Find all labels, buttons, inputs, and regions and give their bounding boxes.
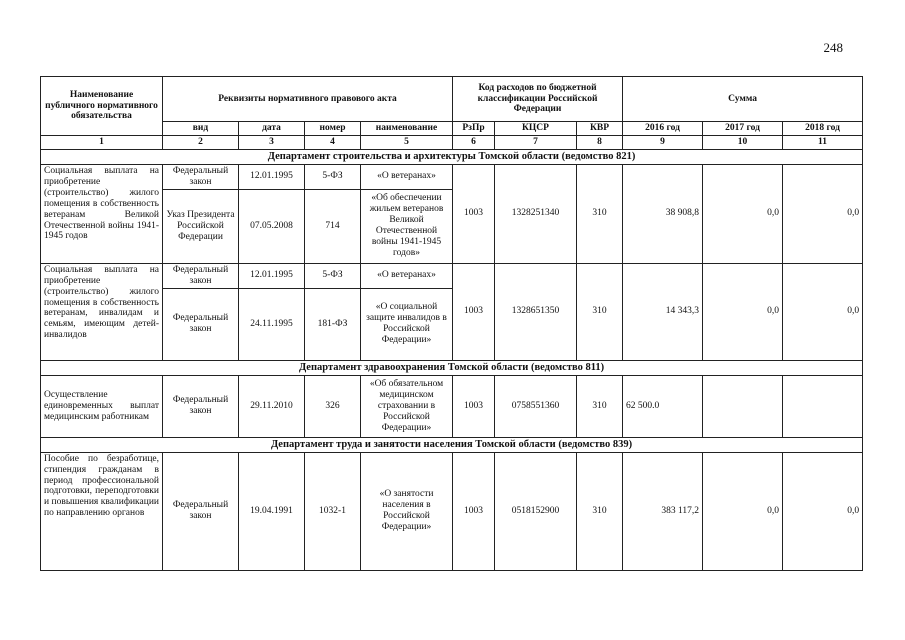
obligation-name: Осуществление единовременных выплат медицинским работникам: [41, 375, 163, 437]
rzpr-cell: 1003: [453, 375, 495, 437]
department-row: [41, 360, 863, 375]
act-number: 1032-1: [305, 452, 361, 570]
subheader-2018: 2018 год: [783, 122, 863, 136]
header-requisites: Реквизиты нормативного правового акта: [163, 77, 453, 122]
kcsr-cell: 1328651350: [495, 263, 577, 360]
column-number: 10: [703, 135, 783, 149]
department-row: [41, 149, 863, 164]
budget-table: [40, 76, 863, 571]
column-number: 4: [305, 135, 361, 149]
act-date: 19.04.1991: [239, 452, 305, 570]
department-title: Департамент труда и занятости населения Томской области (ведомство 839): [41, 437, 863, 452]
act-number: 714: [305, 189, 361, 263]
subheader-number: номер: [305, 122, 361, 136]
obligation-name: Социальная выплата на приобретение (строительство) жилого помещения в собственность ветеранам, инвалидам и семьям, имеющим детей-инвалидов: [41, 263, 163, 360]
header-budget-code: Код расходов по бюджетной классификации Российской Федерации: [453, 77, 623, 122]
rzpr-cell: 1003: [453, 164, 495, 263]
act-date: 24.11.1995: [239, 288, 305, 360]
subheader-title: наименование: [361, 122, 453, 136]
page-number: 248: [823, 40, 843, 55]
column-number: 2: [163, 135, 239, 149]
department-title: Департамент строительства и архитектуры Томской области (ведомство 821): [41, 149, 863, 164]
act-title: «О ветеранах»: [361, 164, 453, 189]
kcsr-cell: 1328251340: [495, 164, 577, 263]
act-title: «О занятости населения в Российской Федерации»: [361, 452, 453, 570]
subheader-kvr: КВР: [577, 122, 623, 136]
header-sum: Сумма: [623, 77, 863, 122]
obligation-name: Социальная выплата на приобретение (строительство) жилого помещения в собственность ветеранам Великой Отечественной войны 1941-1945 годов: [41, 164, 163, 263]
act-date: 12.01.1995: [239, 263, 305, 288]
kvr-cell: 310: [577, 263, 623, 360]
subheader-kcsr: КЦСР: [495, 122, 577, 136]
column-number: 6: [453, 135, 495, 149]
act-kind: Федеральный закон: [163, 452, 239, 570]
act-date: 12.01.1995: [239, 164, 305, 189]
act-date: 29.11.2010: [239, 375, 305, 437]
rzpr-cell: 1003: [453, 452, 495, 570]
act-kind: Указ Президента Российской Федерации: [163, 189, 239, 263]
column-number: 8: [577, 135, 623, 149]
table-row: [41, 452, 863, 570]
header-row: [41, 77, 863, 122]
act-kind: Федеральный закон: [163, 288, 239, 360]
act-title: «О ветеранах»: [361, 263, 453, 288]
sum-2016: 14 343,3: [623, 263, 703, 360]
kcsr-cell: 0758551360: [495, 375, 577, 437]
act-title: «О социальной защите инвалидов в Российской Федерации»: [361, 288, 453, 360]
sum-2016: 62 500.0: [623, 375, 703, 437]
subheader-2016: 2016 год: [623, 122, 703, 136]
act-date: 07.05.2008: [239, 189, 305, 263]
sum-2017: 0,0: [703, 263, 783, 360]
subheader-date: дата: [239, 122, 305, 136]
kvr-cell: 310: [577, 164, 623, 263]
table-row: [41, 164, 863, 189]
act-number: 181-ФЗ: [305, 288, 361, 360]
sum-2018: 0,0: [783, 164, 863, 263]
subheader-row: [41, 122, 863, 136]
rzpr-cell: 1003: [453, 263, 495, 360]
column-number: 9: [623, 135, 703, 149]
sum-2018: [783, 375, 863, 437]
kcsr-cell: 0518152900: [495, 452, 577, 570]
column-number: 7: [495, 135, 577, 149]
act-kind: Федеральный закон: [163, 164, 239, 189]
subheader-kind: вид: [163, 122, 239, 136]
subheader-rzpr: РзПр: [453, 122, 495, 136]
sum-2016: 38 908,8: [623, 164, 703, 263]
table-row: [41, 375, 863, 437]
act-kind: Федеральный закон: [163, 375, 239, 437]
column-number: 5: [361, 135, 453, 149]
department-title: Департамент здравоохранения Томской области (ведомство 811): [41, 360, 863, 375]
sum-2017: 0,0: [703, 452, 783, 570]
department-row: [41, 437, 863, 452]
column-number-row: [41, 135, 863, 149]
act-number: 5-ФЗ: [305, 164, 361, 189]
table-row: [41, 263, 863, 288]
subheader-2017: 2017 год: [703, 122, 783, 136]
act-number: 5-ФЗ: [305, 263, 361, 288]
column-number: 1: [41, 135, 163, 149]
act-number: 326: [305, 375, 361, 437]
header-obligation: Наименование публичного нормативного обязательства: [41, 77, 163, 136]
column-number: 11: [783, 135, 863, 149]
sum-2018: 0,0: [783, 263, 863, 360]
kvr-cell: 310: [577, 452, 623, 570]
column-number: 3: [239, 135, 305, 149]
act-kind: Федеральный закон: [163, 263, 239, 288]
kvr-cell: 310: [577, 375, 623, 437]
act-title: «Об обеспечении жильем ветеранов Великой Отечественной войны 1941-1945 годов»: [361, 189, 453, 263]
act-title: «Об обязательном медицинском страховании в Российской Федерации»: [361, 375, 453, 437]
obligation-name: Пособие по безработице, стипендия гражданам в период профессиональной подготовки, переподготовки и повышения квалификации по направлению органов: [41, 452, 163, 570]
sum-2018: 0,0: [783, 452, 863, 570]
sum-2017: [703, 375, 783, 437]
sum-2017: 0,0: [703, 164, 783, 263]
sum-2016: 383 117,2: [623, 452, 703, 570]
